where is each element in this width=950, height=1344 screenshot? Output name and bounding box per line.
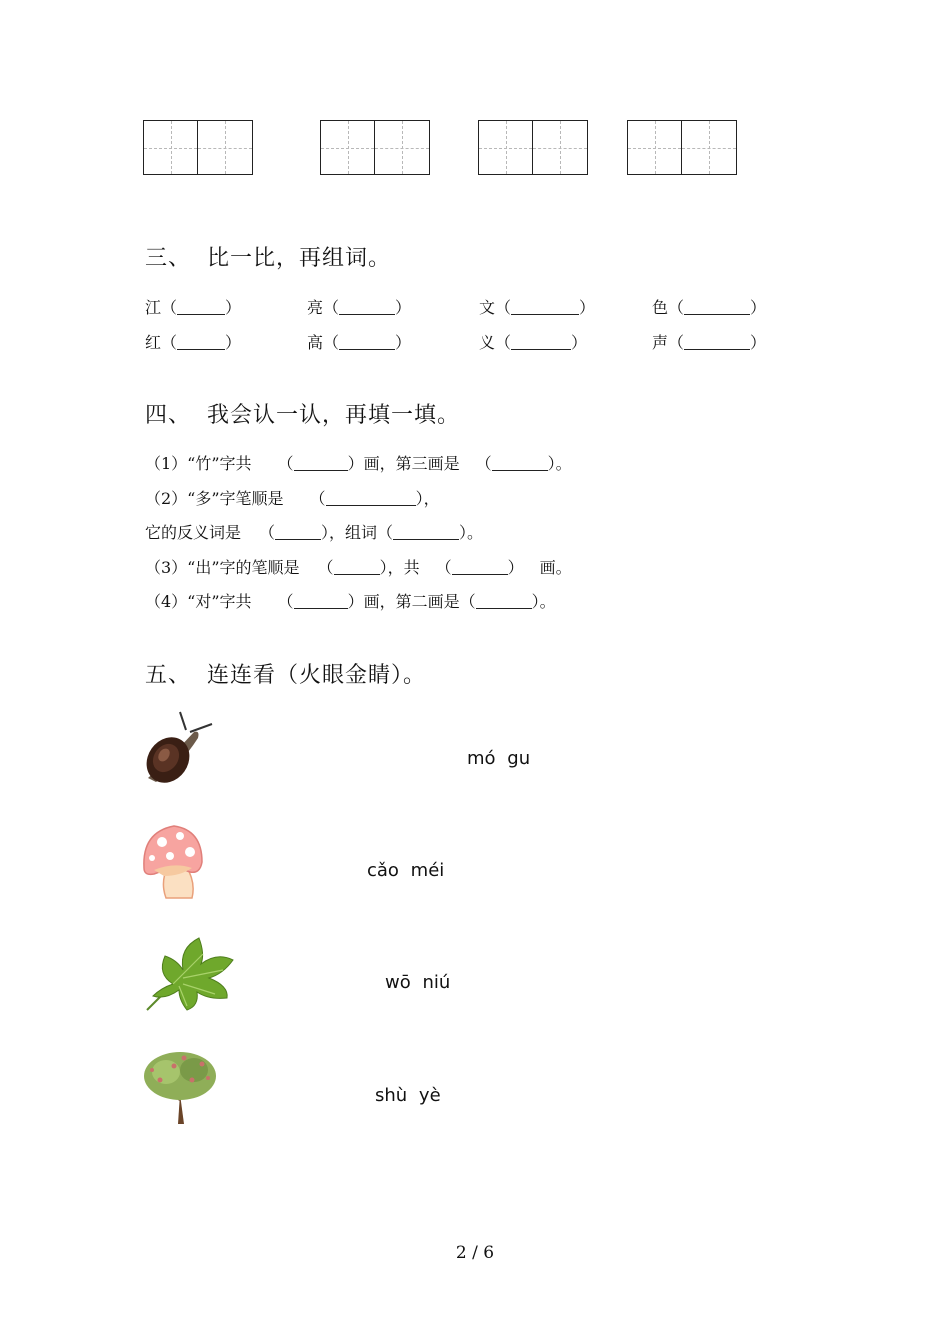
pinyin-label[interactable]: cǎo méi (367, 860, 445, 881)
answer-blank[interactable] (339, 300, 395, 315)
compare-item: 江（ ） (145, 298, 242, 317)
answer-blank[interactable] (492, 456, 548, 471)
writing-grid-2[interactable] (320, 120, 430, 175)
section5-title: 五、 连连看（火眼金睛）。 (145, 663, 427, 688)
compare-item: 声（ ） (652, 333, 767, 352)
snail-icon[interactable] (140, 708, 220, 788)
answer-blank[interactable] (334, 560, 380, 575)
compare-item: 文（ ） (479, 298, 596, 317)
answer-blank[interactable] (339, 335, 395, 350)
tree-icon[interactable] (140, 1044, 220, 1124)
question-2b: 它的反义词是 （ ），组词（ ）。 (145, 523, 484, 542)
grid-cell[interactable] (682, 120, 737, 175)
compare-item: 红（ ） (145, 333, 242, 352)
answer-blank[interactable] (511, 300, 579, 315)
answer-blank[interactable] (684, 335, 750, 350)
grid-cell[interactable] (198, 120, 253, 175)
answer-blank[interactable] (326, 491, 416, 506)
grid-cell[interactable] (627, 120, 682, 175)
grid-cell[interactable] (143, 120, 198, 175)
answer-blank[interactable] (294, 456, 348, 471)
compare-item: 高（ ） (307, 333, 412, 352)
grid-cell[interactable] (478, 120, 533, 175)
writing-grid-1[interactable] (143, 120, 253, 175)
writing-grid-3[interactable] (478, 120, 588, 175)
question-4: （4）“对”字共 （ ）画，第二画是（ ）。 (145, 592, 556, 611)
writing-grid-4[interactable] (627, 120, 737, 175)
answer-blank[interactable] (177, 335, 225, 350)
pinyin-label[interactable]: mó gu (467, 748, 531, 769)
compare-item: 色（ ） (652, 298, 767, 317)
pinyin-label[interactable]: shù yè (375, 1085, 441, 1106)
compare-item: 义（ ） (479, 333, 588, 352)
answer-blank[interactable] (294, 594, 348, 609)
grid-cell[interactable] (375, 120, 430, 175)
question-1: （1）“竹”字共 （ ）画，第三画是 （ ）。 (145, 454, 572, 473)
grid-cell[interactable] (320, 120, 375, 175)
section4-title: 四、 我会认一认，再填一填。 (145, 403, 461, 428)
section3-title: 三、 比一比，再组词。 (145, 246, 392, 271)
answer-blank[interactable] (177, 300, 225, 315)
answer-blank[interactable] (684, 300, 750, 315)
answer-blank[interactable] (452, 560, 508, 575)
leaf-icon[interactable] (143, 934, 239, 1012)
question-3: （3）“出”字的笔顺是 （ ），共 （ ） 画。 (145, 558, 572, 577)
answer-blank[interactable] (393, 525, 459, 540)
mushroom-icon[interactable] (140, 822, 206, 900)
answer-blank[interactable] (476, 594, 532, 609)
answer-blank[interactable] (511, 335, 571, 350)
page-number: 2 / 6 (455, 1243, 495, 1263)
compare-item: 亮（ ） (307, 298, 412, 317)
pinyin-label[interactable]: wō niú (385, 972, 451, 993)
question-2: （2）“多”字笔顺是 （ ）， (145, 489, 440, 508)
grid-cell[interactable] (533, 120, 588, 175)
answer-blank[interactable] (275, 525, 321, 540)
